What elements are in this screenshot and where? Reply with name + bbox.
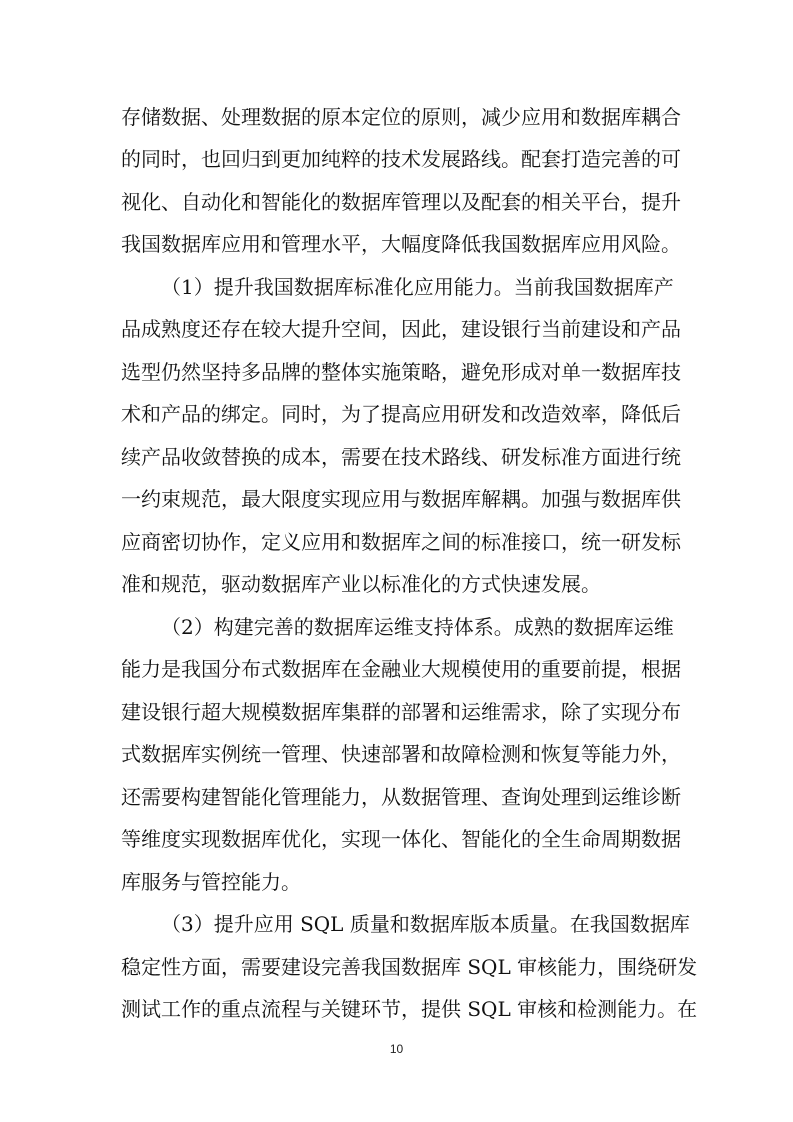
text-line: 应商密切协作，定义应用和数据库之间的标准接口，统一研发标 xyxy=(121,530,681,554)
text-line: 等维度实现数据库优化，实现一体化、智能化的全生命周期数据 xyxy=(121,827,681,851)
text-line: 品成熟度还存在较大提升空间，因此，建设银行当前建设和产品 xyxy=(121,317,681,341)
text-line: 测试工作的重点流程与关键环节，提供 SQL 审核和检测能力。在 xyxy=(121,997,698,1021)
paragraph-2-heading-line: （2）构建完善的数据库运维支持体系。成熟的数据库运维 xyxy=(161,615,674,639)
text-line: 我国数据库应用和管理水平，大幅度降低我国数据库应用风险。 xyxy=(121,232,681,256)
text-line: 续产品收敛替换的成本，需要在技术路线、研发标准方面进行统 xyxy=(121,445,681,469)
paragraph-1-heading-line: （1）提升我国数据库标准化应用能力。当前我国数据库产 xyxy=(161,275,674,299)
text-line: 稳定性方面，需要建设完善我国数据库 SQL 审核能力，围绕研发 xyxy=(121,955,698,979)
text-line: 还需要构建智能化管理能力，从数据管理、查询处理到运维诊断 xyxy=(121,785,681,809)
text-line: 术和产品的绑定。同时，为了提高应用研发和改造效率，降低后 xyxy=(121,402,681,426)
text-line: 库服务与管控能力。 xyxy=(121,870,301,894)
text-line: 建设银行超大规模数据库集群的部署和运维需求，除了实现分布 xyxy=(121,700,681,724)
text-line: 存储数据、处理数据的原本定位的原则，减少应用和数据库耦合 xyxy=(121,105,681,129)
text-line: 准和规范，驱动数据库产业以标准化的方式快速发展。 xyxy=(121,572,601,596)
text-line: 一约束规范，最大限度实现应用与数据库解耦。加强与数据库供 xyxy=(121,487,681,511)
paragraph-3-heading-line: （3）提升应用 SQL 质量和数据库版本质量。在我国数据库 xyxy=(161,912,690,936)
text-line: 选型仍然坚持多品牌的整体实施策略，避免形成对单一数据库技 xyxy=(121,360,681,384)
text-line: 的同时，也回归到更加纯粹的技术发展路线。配套打造完善的可 xyxy=(121,147,681,171)
text-line: 式数据库实例统一管理、快速部署和故障检测和恢复等能力外， xyxy=(121,742,681,766)
text-line: 视化、自动化和智能化的数据库管理以及配套的相关平台，提升 xyxy=(121,190,681,214)
page-number: 10 xyxy=(389,1042,404,1056)
text-line: 能力是我国分布式数据库在金融业大规模使用的重要前提，根据 xyxy=(121,657,681,681)
